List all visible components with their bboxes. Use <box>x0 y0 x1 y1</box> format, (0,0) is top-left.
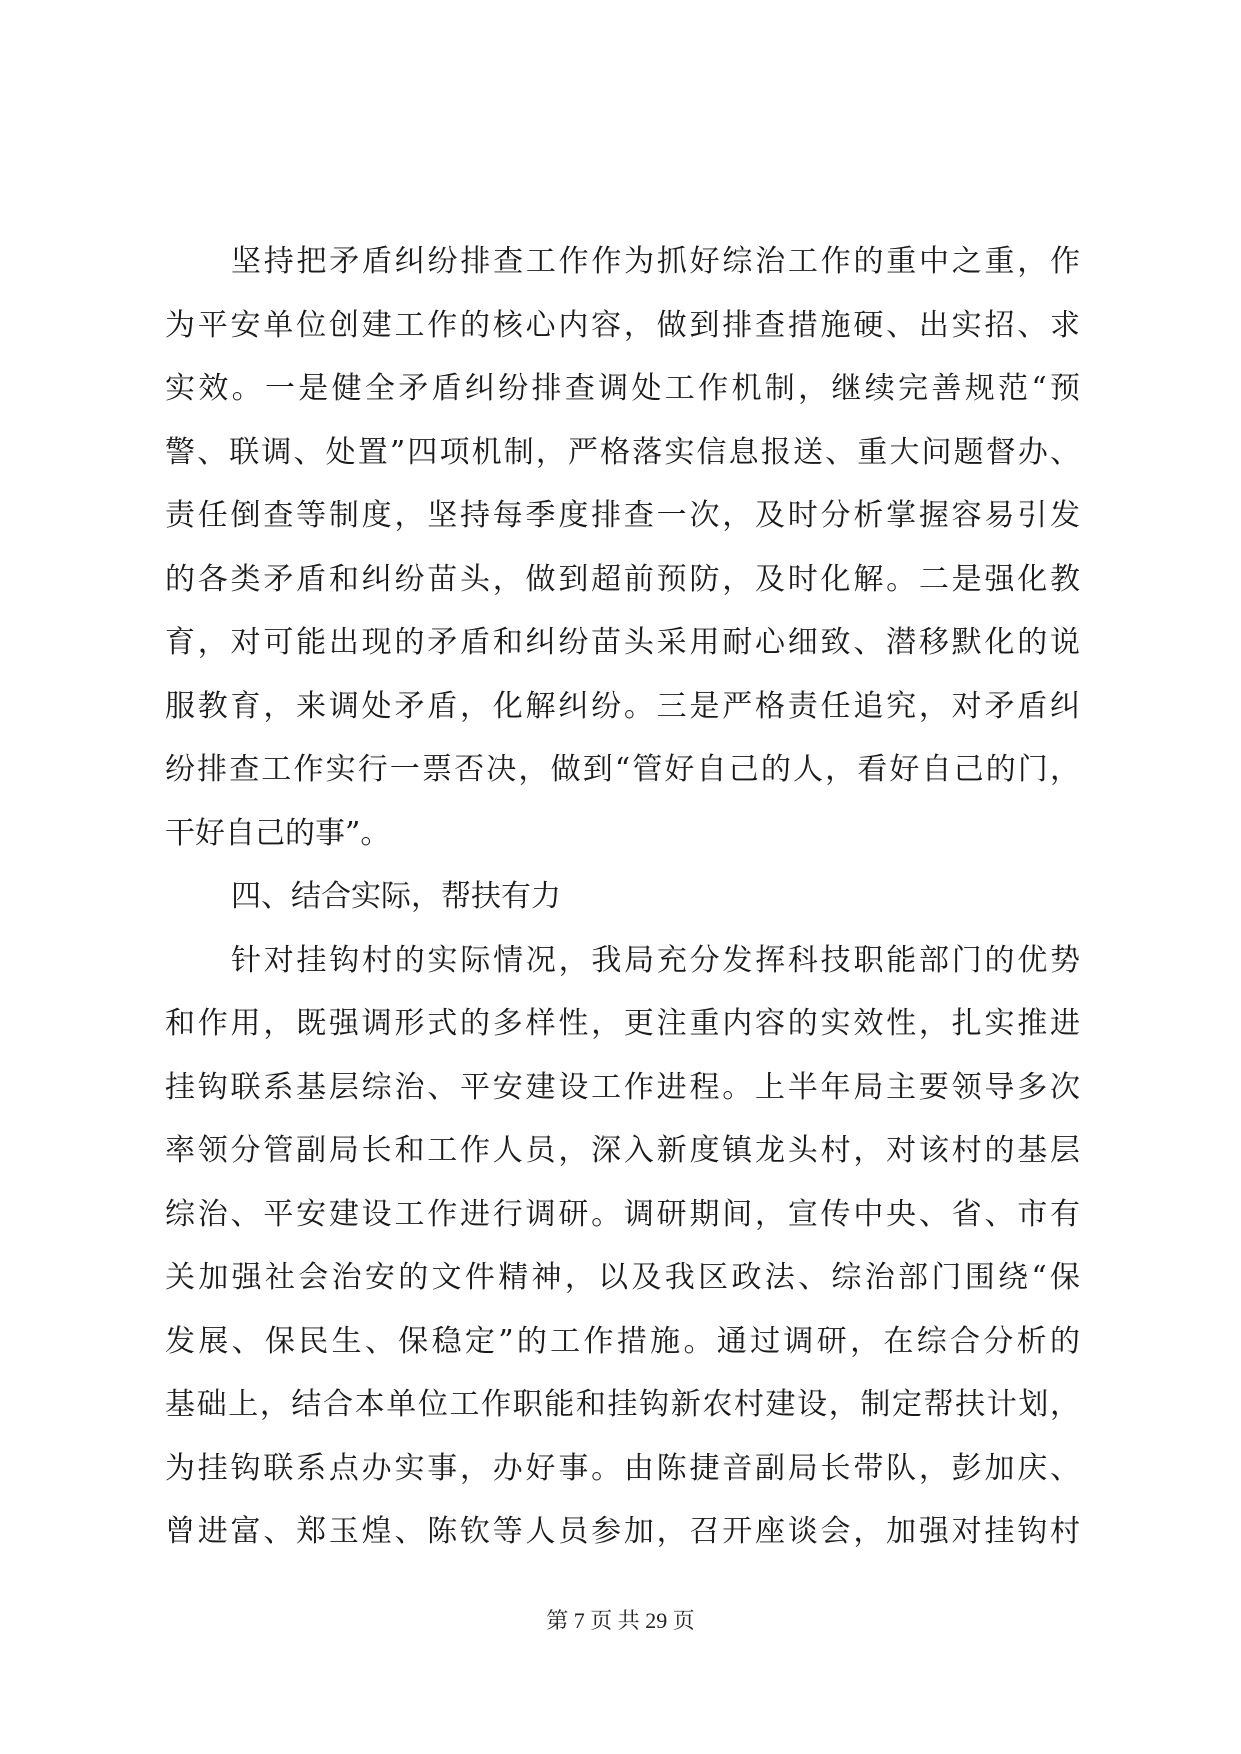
text-line: 率领分管副局长和工作人员，深入新度镇龙头村，对该村的基层 <box>165 1133 1080 1168</box>
text-line: 服教育，来调处矛盾，化解纠纷。三是严格责任追究，对矛盾纠 <box>165 688 1080 724</box>
text-line: 实效。一是健全矛盾纠纷排查调处工作机制，继续完善规范“预 <box>165 371 1080 406</box>
text-line: 为平安单位创建工作的核心内容，做到排查措施硬、出实招、求 <box>165 307 1080 343</box>
text-line: 干好自己的事”。 <box>165 815 391 851</box>
page-number-footer: 第 7 页 共 29 页 <box>546 1608 695 1633</box>
text-line: 针对挂钩村的实际情况，我局充分发挥科技职能部门的优势 <box>231 942 1080 978</box>
text-line: 基础上，结合本单位工作职能和挂钩新农村建设，制定帮扶计划， <box>165 1387 1080 1422</box>
text-line: 综治、平安建设工作进行调研。调研期间，宣传中央、省、市有 <box>165 1196 1080 1232</box>
document-body <box>165 230 1080 1564</box>
text-line: 曾进富、郑玉煌、陈钦等人员参加，召开座谈会，加强对挂钩村 <box>165 1514 1080 1549</box>
text-line: 为挂钩联系点办实事，办好事。由陈捷音副局长带队，彭加庆、 <box>165 1450 1080 1486</box>
text-line: 的各类矛盾和纠纷苗头，做到超前预防，及时化解。二是强化教 <box>165 561 1080 597</box>
text-line: 和作用，既强调形式的多样性，更注重内容的实效性，扎实推进 <box>165 1006 1080 1041</box>
text-line: 坚持把矛盾纠纷排查工作作为抓好综治工作的重中之重，作 <box>231 244 1080 279</box>
text-line: 挂钩联系基层综治、平安建设工作进程。上半年局主要领导多次 <box>165 1069 1080 1105</box>
text-line: 发展、保民生、保稳定”的工作措施。通过调研，在综合分析的 <box>165 1323 1080 1359</box>
text-line: 责任倒查等制度，坚持每季度排查一次，及时分析掌握容易引发 <box>165 498 1080 533</box>
text-line: 纷排查工作实行一票否决，做到“管好自己的人，看好自己的门， <box>165 752 1080 787</box>
section-heading: 四、结合实际，帮扶有力 <box>231 879 561 914</box>
text-line: 育，对可能出现的矛盾和纠纷苗头采用耐心细致、潜移默化的说 <box>165 625 1080 660</box>
text-line: 警、联调、处置”四项机制，严格落实信息报送、重大问题督办、 <box>165 434 1080 470</box>
text-line: 关加强社会治安的文件精神，以及我区政法、综治部门围绕“保 <box>165 1260 1080 1295</box>
